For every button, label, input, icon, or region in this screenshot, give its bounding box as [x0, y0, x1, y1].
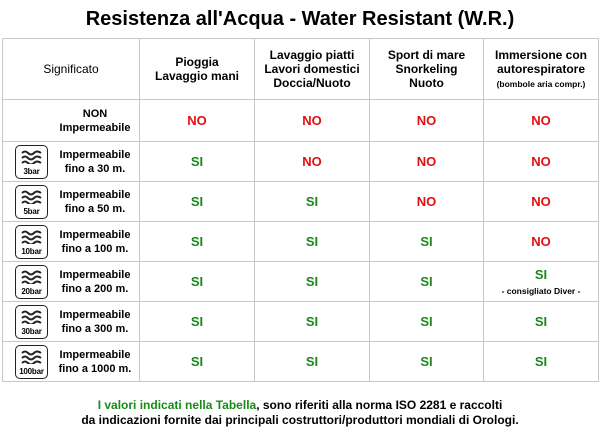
- footer-text: , sono riferiti alla norma ISO 2281 e raccolti: [256, 398, 503, 412]
- water-waves-icon: [15, 305, 48, 339]
- row-label: Impermeabile fino a 30 m.: [59, 148, 131, 175]
- row-header: [3, 182, 140, 222]
- table-row: [3, 222, 599, 262]
- cell-diving: SI: [484, 342, 599, 382]
- footer-highlight: I valori indicati nella Tabella: [97, 398, 257, 412]
- cell-dishes: SI: [255, 302, 370, 342]
- table-row: [3, 302, 599, 342]
- cell-dishes: NO: [255, 142, 370, 182]
- cell-rain: SI: [140, 182, 255, 222]
- table-row: [3, 100, 599, 142]
- row-header: [3, 262, 140, 302]
- cell-dishes: SI: [255, 222, 370, 262]
- cell-sea: SI: [370, 342, 484, 382]
- badge-pressure-label: 3bar: [23, 166, 40, 176]
- cell-diving: NO: [484, 182, 599, 222]
- cell-sea: NO: [370, 100, 484, 142]
- cell-rain: SI: [140, 262, 255, 302]
- badge-pressure-label: 5bar: [23, 206, 40, 216]
- row-label: Impermeabile fino a 200 m.: [59, 268, 131, 295]
- cell-sea: NO: [370, 142, 484, 182]
- row-label: Impermeabile fino a 100 m.: [59, 228, 131, 255]
- badge-pressure-label: 10bar: [21, 246, 42, 256]
- cell-rain: SI: [140, 302, 255, 342]
- badge-pressure-label: 100bar: [19, 366, 44, 376]
- table-row: [3, 342, 599, 382]
- water-resistance-table: [2, 38, 599, 382]
- footer-line-2: da indicazioni fornite dai principali costruttori/produttori mondiali di Orologi.: [81, 413, 519, 427]
- water-waves-icon: [15, 265, 48, 299]
- cell-rain: SI: [140, 342, 255, 382]
- table-row: [3, 182, 599, 222]
- cell-dishes: NO: [255, 100, 370, 142]
- badge-pressure-label: 20bar: [21, 286, 42, 296]
- cell-sea: SI: [370, 302, 484, 342]
- row-label: Impermeabile fino a 300 m.: [59, 308, 131, 335]
- cell-diving: SI - consigliato Diver -: [484, 262, 599, 302]
- cell-dishes: SI: [255, 342, 370, 382]
- column-header-dishes: Lavaggio piatti Lavori domestici Doccia/Nuoto: [255, 39, 370, 100]
- row-label: Impermeabile fino a 1000 m.: [58, 348, 132, 375]
- cell-sea: SI: [370, 262, 484, 302]
- table-row: [3, 142, 599, 182]
- page-title: Resistenza all'Acqua - Water Resistant (W.R.): [85, 8, 515, 30]
- diver-recommendation-note: - consigliato Diver -: [501, 285, 581, 296]
- header-row: [3, 39, 599, 100]
- badge-pressure-label: 30bar: [21, 326, 42, 336]
- water-waves-icon: [15, 345, 48, 379]
- cell-rain: SI: [140, 222, 255, 262]
- row-header: [3, 100, 140, 142]
- cell-diving: SI: [484, 302, 599, 342]
- row-header: [3, 302, 140, 342]
- column-header-meaning: Significato: [3, 39, 140, 100]
- row-header: [3, 142, 140, 182]
- column-header-rain: Pioggia Lavaggio mani: [140, 39, 255, 100]
- table-row: [3, 262, 599, 302]
- cell-dishes: SI: [255, 262, 370, 302]
- cell-diving: NO: [484, 100, 599, 142]
- cell-diving: NO: [484, 142, 599, 182]
- cell-dishes: SI: [255, 182, 370, 222]
- footer-note: [0, 398, 600, 428]
- cell-rain: SI: [140, 142, 255, 182]
- cell-diving: NO: [484, 222, 599, 262]
- cell-sea: NO: [370, 182, 484, 222]
- column-header-sea: Sport di mare Snorkeling Nuoto: [370, 39, 484, 100]
- row-header: [3, 222, 140, 262]
- row-header: [3, 342, 140, 382]
- column-header-diving: Immersione con autorespiratore (bombole aria compr.): [484, 39, 599, 100]
- water-waves-icon: [15, 145, 48, 179]
- cell-rain: NO: [140, 100, 255, 142]
- diving-note: (bombole aria compr.): [496, 78, 586, 89]
- row-label: Impermeabile fino a 50 m.: [59, 188, 131, 215]
- row-label: NON Impermeabile: [59, 107, 131, 134]
- water-waves-icon: [15, 225, 48, 259]
- cell-sea: SI: [370, 222, 484, 262]
- water-waves-icon: [15, 185, 48, 219]
